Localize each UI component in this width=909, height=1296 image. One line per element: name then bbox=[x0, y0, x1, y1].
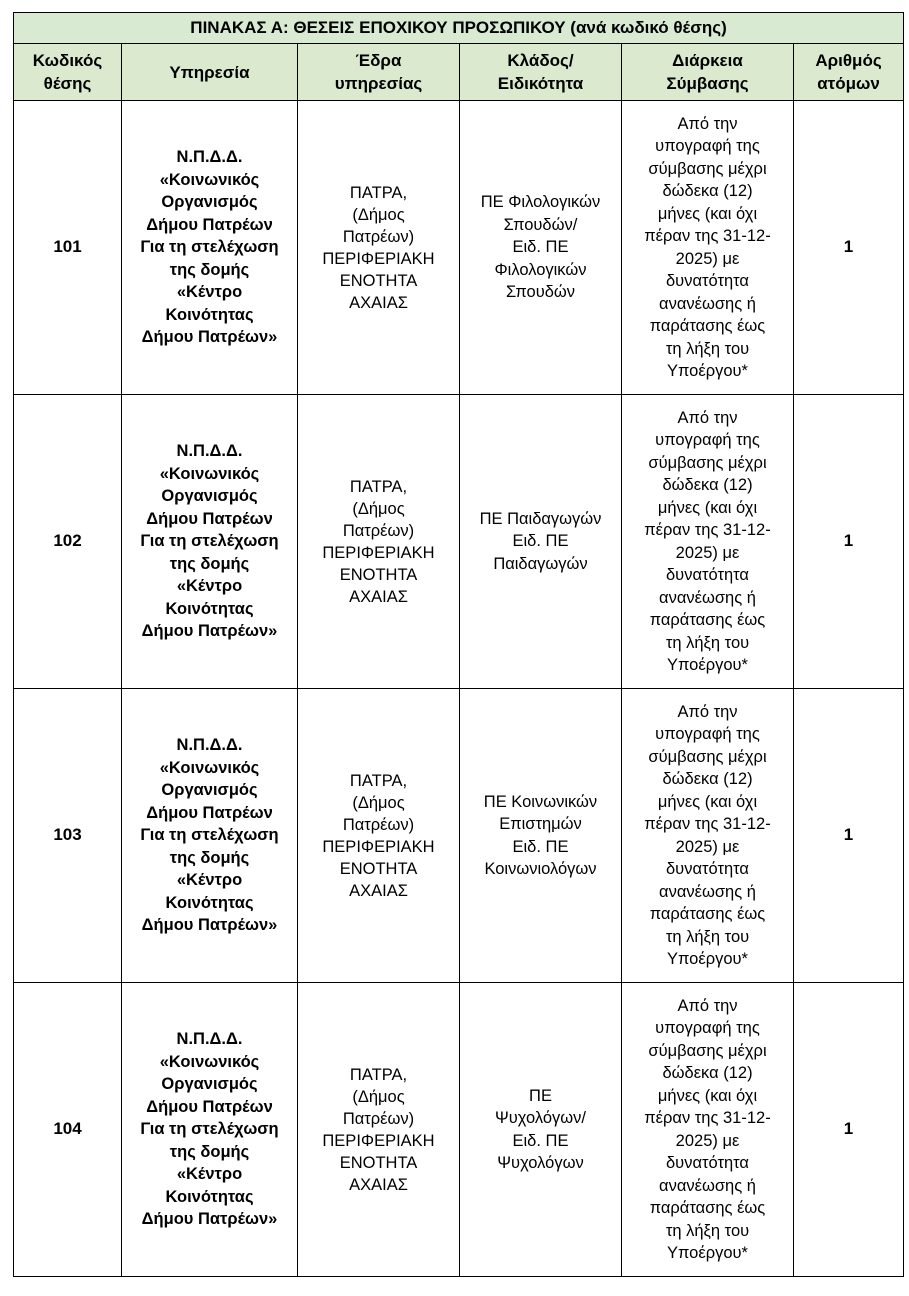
count-cell: 1 bbox=[794, 983, 904, 1277]
duration-line: ανανέωσης ή bbox=[659, 588, 756, 607]
duration-line: πέραν της 31-12- bbox=[644, 1109, 771, 1127]
specialty-line: Ψυχολόγων/ bbox=[494, 1109, 587, 1127]
specialty-line: Κοινωνιολόγων bbox=[484, 860, 597, 878]
duration-line: παράτασης έως bbox=[649, 317, 766, 335]
service-line: «Κέντρο bbox=[176, 577, 243, 596]
service-line: Οργανισμός bbox=[161, 193, 258, 212]
seat-line: ΕΝΟΤΗΤΑ bbox=[339, 1153, 418, 1172]
service-line: Κοινότητας bbox=[165, 1187, 254, 1206]
service-line: Δήμου Πατρέων» bbox=[141, 916, 278, 935]
duration-line: υπογραφή της bbox=[655, 725, 760, 743]
specialty-line: ΠΕ bbox=[529, 1086, 552, 1105]
specialty-line: Ειδ. ΠΕ bbox=[512, 837, 569, 856]
table-row bbox=[14, 101, 904, 395]
duration-line: δυνατότητα bbox=[666, 1154, 749, 1172]
header-service-line: Υπηρεσία bbox=[169, 62, 250, 82]
service-line: Οργανισμός bbox=[161, 487, 258, 506]
service-line: Οργανισμός bbox=[161, 781, 258, 800]
service-line: «Κοινωνικός bbox=[159, 1052, 260, 1071]
duration-line: Από την bbox=[677, 114, 738, 133]
seat-line: (Δήμος bbox=[352, 499, 405, 518]
seat-line: ΠΑΤΡΑ, bbox=[349, 183, 408, 202]
seat-line: (Δήμος bbox=[352, 205, 405, 224]
duration-cell bbox=[622, 395, 794, 689]
header-seat bbox=[298, 44, 460, 101]
service-line: Ν.Π.Δ.Δ. bbox=[176, 442, 243, 461]
service-line: «Κέντρο bbox=[176, 283, 243, 302]
duration-line: σύμβασης μέχρι bbox=[648, 159, 767, 178]
header-count-line: Αριθμός bbox=[815, 51, 882, 70]
seat-line: ΕΝΟΤΗΤΑ bbox=[339, 565, 418, 584]
specialty-cell bbox=[460, 689, 622, 983]
duration-cell bbox=[622, 983, 794, 1277]
specialty-cell bbox=[460, 395, 622, 689]
service-line: Δήμου Πατρέων» bbox=[141, 1210, 278, 1229]
positions-table bbox=[13, 12, 904, 1277]
duration-line: παράτασης έως bbox=[649, 905, 766, 923]
specialty-cell bbox=[460, 101, 622, 395]
count-cell: 1 bbox=[794, 101, 904, 395]
seat-line: ΕΝΟΤΗΤΑ bbox=[339, 859, 418, 878]
specialty-line: ΠΕ Κοινωνικών bbox=[483, 792, 598, 811]
header-specialty-line: Κλάδος/ bbox=[507, 51, 574, 70]
code-cell: 103 bbox=[14, 689, 122, 983]
service-cell bbox=[122, 395, 298, 689]
duration-cell bbox=[622, 689, 794, 983]
duration-line: Υποέργου* bbox=[667, 656, 748, 674]
duration-line: δώδεκα (12) bbox=[662, 1064, 753, 1082]
count-cell: 1 bbox=[794, 689, 904, 983]
duration-line: δυνατότητα bbox=[666, 272, 749, 290]
seat-cell bbox=[298, 101, 460, 395]
duration-line: Από την bbox=[677, 996, 738, 1015]
seat-cell bbox=[298, 983, 460, 1277]
service-line: Ν.Π.Δ.Δ. bbox=[176, 1030, 243, 1049]
service-line: της δομής bbox=[169, 260, 250, 279]
specialty-line: Επιστημών bbox=[499, 815, 582, 833]
seat-line: ΑΧΑΙΑΣ bbox=[349, 293, 408, 312]
service-line: της δομής bbox=[169, 1142, 250, 1161]
duration-line: υπογραφή της bbox=[655, 1019, 760, 1037]
seat-line: ΠΕΡΙΦΕΡΙΑΚΗ bbox=[322, 249, 435, 268]
seat-line: Πατρέων) bbox=[342, 521, 415, 540]
seat-line: ΠΑΤΡΑ, bbox=[349, 771, 408, 790]
specialty-line: Ειδ. ΠΕ bbox=[512, 238, 569, 257]
specialty-line: Φιλολογικών bbox=[494, 260, 587, 279]
duration-line: ανανέωσης ή bbox=[659, 882, 756, 901]
duration-line: τη λήξη του bbox=[665, 1221, 750, 1240]
service-line: Δήμου Πατρέων bbox=[146, 509, 273, 528]
service-line: Για τη στελέχωση bbox=[140, 1120, 279, 1139]
duration-line: 2025) με bbox=[675, 543, 740, 562]
duration-line: 2025) με bbox=[675, 1131, 740, 1150]
duration-line: υπογραφή της bbox=[655, 137, 760, 155]
service-line: Κοινότητας bbox=[165, 305, 254, 324]
seat-line: ΠΕΡΙΦΕΡΙΑΚΗ bbox=[322, 837, 435, 856]
header-count-line: ατόμων bbox=[817, 74, 880, 93]
specialty-line: ΠΕ Φιλολογικών bbox=[480, 193, 601, 212]
service-cell bbox=[122, 689, 298, 983]
seat-line: Πατρέων) bbox=[342, 815, 415, 834]
duration-line: Υποέργου* bbox=[667, 362, 748, 380]
service-line: Για τη στελέχωση bbox=[140, 238, 279, 257]
seat-line: ΠΕΡΙΦΕΡΙΑΚΗ bbox=[322, 543, 435, 562]
duration-line: δυνατότητα bbox=[666, 566, 749, 584]
duration-line: σύμβασης μέχρι bbox=[648, 1041, 767, 1060]
code-cell: 102 bbox=[14, 395, 122, 689]
duration-cell bbox=[622, 101, 794, 395]
specialty-line: Σπουδών/ bbox=[503, 215, 578, 234]
seat-line: (Δήμος bbox=[352, 1087, 405, 1106]
table-title: ΠΙΝΑΚΑΣ Α: ΘΕΣΕΙΣ ΕΠΟΧΙΚΟΥ ΠΡΟΣΩΠΙΚΟΥ (ανά κωδικό θέσης) bbox=[14, 13, 904, 44]
header-duration-line: Διάρκεια bbox=[672, 51, 743, 70]
code-cell: 104 bbox=[14, 983, 122, 1277]
seat-cell bbox=[298, 689, 460, 983]
seat-line: ΠΑΤΡΑ, bbox=[349, 477, 408, 496]
duration-line: πέραν της 31-12- bbox=[644, 521, 771, 539]
service-line: Οργανισμός bbox=[161, 1075, 258, 1094]
table-row bbox=[14, 983, 904, 1277]
duration-line: τη λήξη του bbox=[665, 633, 750, 652]
code-cell: 101 bbox=[14, 101, 122, 395]
service-line: Κοινότητας bbox=[165, 893, 254, 912]
header-specialty-line: Ειδικότητα bbox=[497, 74, 584, 93]
table-row bbox=[14, 395, 904, 689]
seat-line: ΕΝΟΤΗΤΑ bbox=[339, 271, 418, 290]
seat-cell bbox=[298, 395, 460, 689]
service-line: «Κοινωνικός bbox=[159, 758, 260, 777]
duration-line: ανανέωσης ή bbox=[659, 1176, 756, 1195]
specialty-line: Ειδ. ΠΕ bbox=[512, 532, 569, 551]
duration-line: πέραν της 31-12- bbox=[644, 227, 771, 245]
duration-line: μήνες (και όχι bbox=[657, 792, 758, 811]
header-seat-line: Έδρα bbox=[355, 51, 402, 70]
duration-line: Από την bbox=[677, 408, 738, 427]
duration-line: σύμβασης μέχρι bbox=[648, 453, 767, 472]
service-line: «Κοινωνικός bbox=[159, 170, 260, 189]
service-line: Δήμου Πατρέων» bbox=[141, 328, 278, 347]
duration-line: Από την bbox=[677, 702, 738, 721]
service-line: Δήμου Πατρέων» bbox=[141, 622, 278, 641]
seat-line: ΑΧΑΙΑΣ bbox=[349, 881, 408, 900]
specialty-cell bbox=[460, 983, 622, 1277]
duration-line: πέραν της 31-12- bbox=[644, 815, 771, 833]
duration-line: μήνες (και όχι bbox=[657, 204, 758, 223]
duration-line: μήνες (και όχι bbox=[657, 1086, 758, 1105]
service-line: Για τη στελέχωση bbox=[140, 532, 279, 551]
duration-line: Υποέργου* bbox=[667, 1244, 748, 1262]
header-code bbox=[14, 44, 122, 101]
duration-line: τη λήξη του bbox=[665, 927, 750, 946]
header-code-line: θέσης bbox=[43, 74, 92, 93]
duration-line: ανανέωσης ή bbox=[659, 294, 756, 313]
duration-line: παράτασης έως bbox=[649, 1199, 766, 1217]
header-specialty bbox=[460, 44, 622, 101]
duration-line: σύμβασης μέχρι bbox=[648, 747, 767, 766]
specialty-line: Παιδαγωγών bbox=[493, 554, 588, 573]
duration-line: δυνατότητα bbox=[666, 860, 749, 878]
service-line: Δήμου Πατρέων bbox=[146, 1097, 273, 1116]
seat-line: ΠΕΡΙΦΕΡΙΑΚΗ bbox=[322, 1131, 435, 1150]
service-line: Κοινότητας bbox=[165, 599, 254, 618]
header-code-line: Κωδικός bbox=[32, 51, 103, 70]
table-row bbox=[14, 689, 904, 983]
specialty-line: Ειδ. ΠΕ bbox=[512, 1131, 569, 1150]
service-line: Ν.Π.Δ.Δ. bbox=[176, 736, 243, 755]
seat-line: ΠΑΤΡΑ, bbox=[349, 1065, 408, 1084]
service-line: «Κοινωνικός bbox=[159, 464, 260, 483]
duration-line: δώδεκα (12) bbox=[662, 770, 753, 788]
service-cell bbox=[122, 983, 298, 1277]
table-title-row bbox=[14, 13, 904, 44]
service-line: Για τη στελέχωση bbox=[140, 826, 279, 845]
duration-line: δώδεκα (12) bbox=[662, 476, 753, 494]
seat-line: Πατρέων) bbox=[342, 227, 415, 246]
service-line: Ν.Π.Δ.Δ. bbox=[176, 148, 243, 167]
header-count bbox=[794, 44, 904, 101]
duration-line: μήνες (και όχι bbox=[657, 498, 758, 517]
header-duration bbox=[622, 44, 794, 101]
table-header-row bbox=[14, 44, 904, 101]
service-line: Δήμου Πατρέων bbox=[146, 803, 273, 822]
service-line: «Κέντρο bbox=[176, 1165, 243, 1184]
service-line: της δομής bbox=[169, 848, 250, 867]
duration-line: τη λήξη του bbox=[665, 339, 750, 358]
duration-line: υπογραφή της bbox=[655, 431, 760, 449]
duration-line: 2025) με bbox=[675, 837, 740, 856]
duration-line: παράτασης έως bbox=[649, 611, 766, 629]
service-line: της δομής bbox=[169, 554, 250, 573]
seat-line: Πατρέων) bbox=[342, 1109, 415, 1128]
header-service bbox=[122, 44, 298, 101]
duration-line: 2025) με bbox=[675, 249, 740, 268]
duration-line: Υποέργου* bbox=[667, 950, 748, 968]
header-duration-line: Σύμβασης bbox=[666, 74, 749, 93]
seat-line: (Δήμος bbox=[352, 793, 405, 812]
specialty-line: Ψυχολόγων bbox=[497, 1154, 584, 1172]
service-line: Δήμου Πατρέων bbox=[146, 215, 273, 234]
header-seat-line: υπηρεσίας bbox=[334, 74, 423, 93]
duration-line: δώδεκα (12) bbox=[662, 182, 753, 200]
table-body bbox=[14, 101, 904, 1277]
seat-line: ΑΧΑΙΑΣ bbox=[349, 1175, 408, 1194]
specialty-line: Σπουδών bbox=[505, 283, 576, 302]
service-line: «Κέντρο bbox=[176, 871, 243, 890]
count-cell: 1 bbox=[794, 395, 904, 689]
specialty-line: ΠΕ Παιδαγωγών bbox=[479, 509, 602, 528]
service-cell bbox=[122, 101, 298, 395]
seat-line: ΑΧΑΙΑΣ bbox=[349, 587, 408, 606]
